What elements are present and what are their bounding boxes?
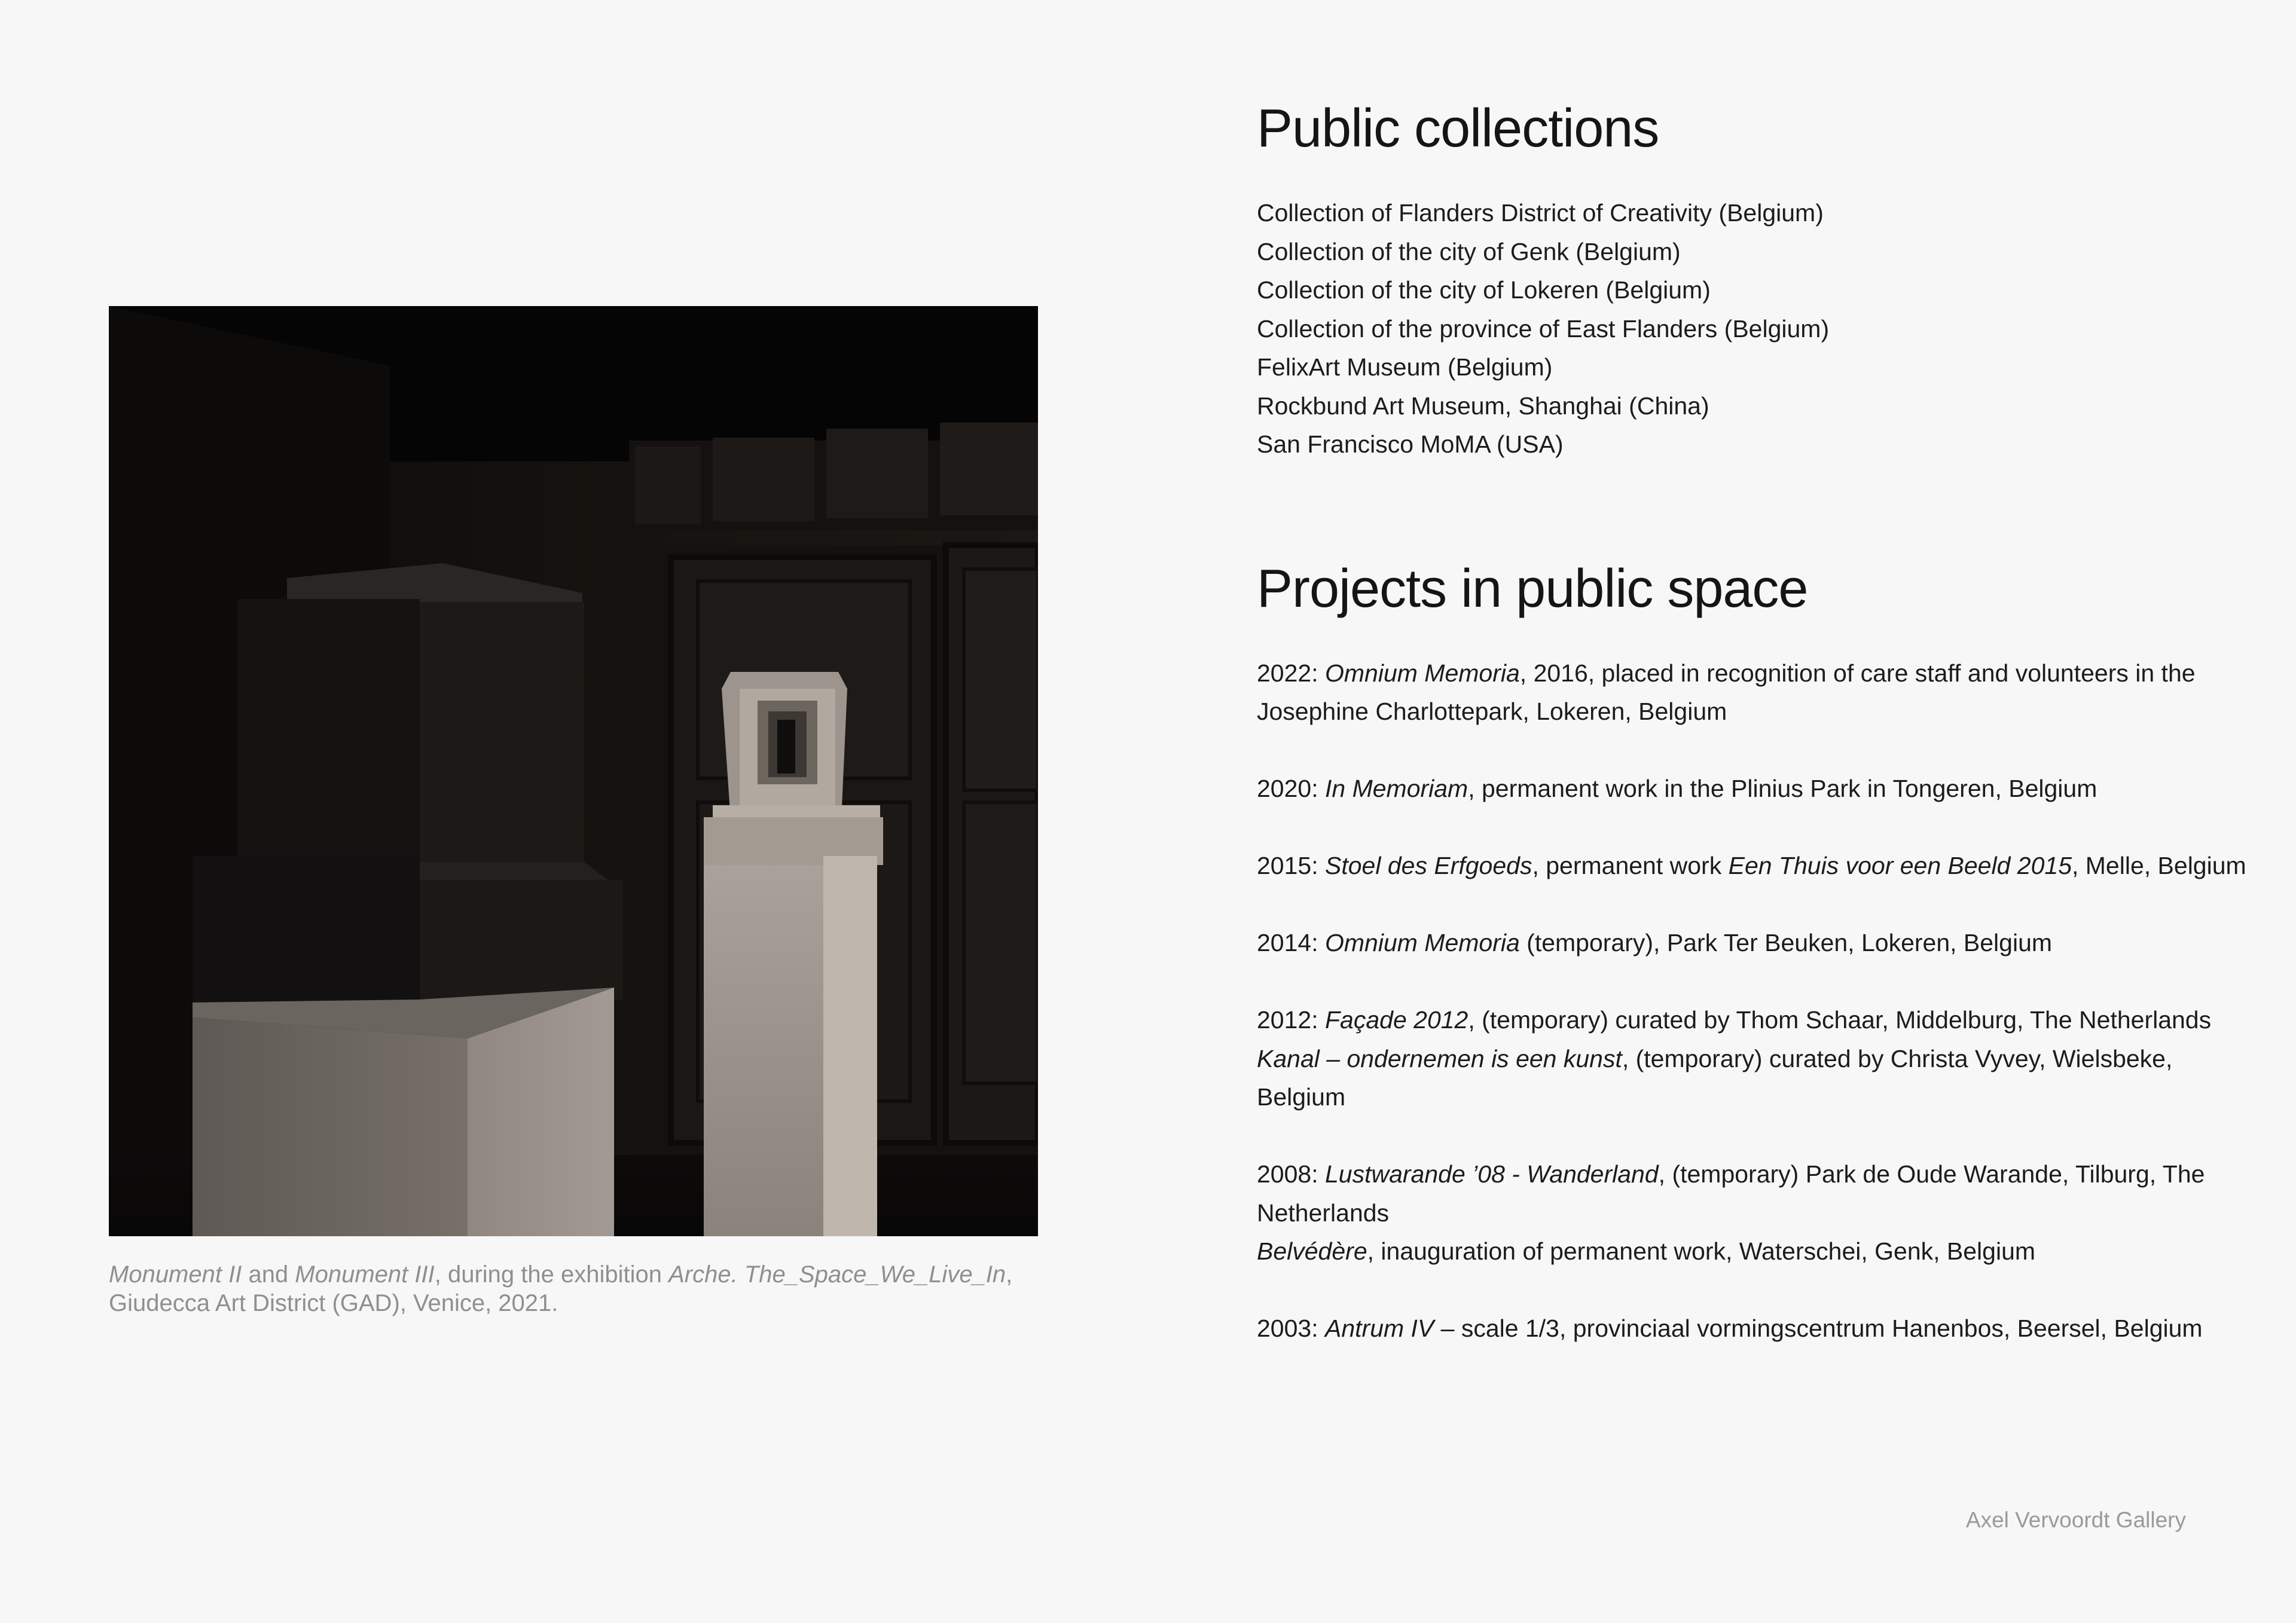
caption-work-1: Monument II	[109, 1261, 242, 1288]
project-2022	[1257, 654, 2261, 731]
caption-venue: Giudecca Art District (GAD), Venice, 2021.	[109, 1290, 558, 1316]
project-work-title-2: Kanal – ondernemen is een kunst	[1257, 1044, 1622, 1072]
project-details: , (temporary) curated by Thom Schaar, Middelburg, The Netherlands	[1468, 1006, 2212, 1034]
caption-work-2: Monument III	[295, 1261, 435, 1288]
caption-and: and	[242, 1261, 295, 1288]
exhibition-photo	[109, 306, 1038, 1236]
project-details: , (temporary) Park de Oude Warande, Tilburg, The Netherlands	[1257, 1160, 2205, 1227]
project-year: 2020:	[1257, 775, 1325, 802]
project-work-title: Antrum IV	[1325, 1315, 1434, 1342]
collection-item: Collection of the city of Genk (Belgium)	[1257, 237, 1681, 265]
sculpture-image	[109, 306, 1038, 1236]
gallery-footer: Axel Vervoordt Gallery	[1965, 1508, 2186, 1532]
project-2012	[1257, 1001, 2261, 1117]
project-details-2: , (temporary) curated by Christa Vyvey, Wielsbeke, Belgium	[1257, 1044, 2173, 1111]
project-work-title: In Memoriam	[1325, 775, 1468, 802]
projects-list	[1257, 654, 2261, 1348]
collection-item: Rockbund Art Museum, Shanghai (China)	[1257, 392, 1709, 420]
collection-item: San Francisco MoMA (USA)	[1257, 430, 1564, 458]
project-year: 2012:	[1257, 1006, 1325, 1034]
public-collections-list	[1257, 194, 2261, 464]
project-work-title: Façade 2012	[1325, 1006, 1468, 1034]
project-work-title: Omnium Memoria	[1325, 659, 1520, 687]
collection-item: Collection of the city of Lokeren (Belgium)	[1257, 276, 1711, 304]
project-work-title: Stoel des Erfgoeds	[1325, 852, 1532, 879]
project-year: 2014:	[1257, 929, 1325, 956]
collection-item: FelixArt Museum (Belgium)	[1257, 353, 1553, 381]
project-year: 2015:	[1257, 852, 1325, 879]
project-details-2: , Melle, Belgium	[2072, 852, 2246, 879]
project-details: , 2016, placed in recognition of care staff and volunteers in the Josephine Charlottepark, Lokeren, Belgium	[1257, 659, 2196, 725]
project-work-title: Omnium Memoria	[1325, 929, 1520, 956]
collection-item: Collection of the province of East Flanders (Belgium)	[1257, 314, 1830, 343]
project-details-2: , inauguration of permanent work, Waterschei, Genk, Belgium	[1367, 1237, 2036, 1265]
caption-during: , during the exhibition	[434, 1261, 669, 1288]
collection-item: Collection of Flanders District of Creativity (Belgium)	[1257, 199, 1824, 227]
caption-comma: ,	[1006, 1261, 1013, 1288]
project-work-title: Lustwarande ’08 - Wanderland	[1325, 1160, 1659, 1188]
project-2020	[1257, 769, 2261, 808]
project-2003	[1257, 1309, 2261, 1348]
project-details: , permanent work in the Plinius Park in Tongeren, Belgium	[1468, 775, 2097, 802]
project-work-title-2: Belvédère	[1257, 1237, 1367, 1265]
project-year: 2022:	[1257, 659, 1325, 687]
project-2008	[1257, 1155, 2261, 1271]
project-year: 2003:	[1257, 1315, 1325, 1342]
project-details: – scale 1/3, provinciaal vormingscentrum Hanenbos, Beersel, Belgium	[1434, 1315, 2203, 1342]
project-work-title-2: Een Thuis voor een Beeld 2015	[1728, 852, 2072, 879]
caption-exhibition: Arche. The_Space_We_Live_In	[668, 1261, 1006, 1288]
right-column	[1257, 96, 2261, 1386]
photo-caption	[109, 1260, 1054, 1318]
public-collections-title: Public collections	[1257, 99, 1659, 158]
project-2015	[1257, 846, 2261, 885]
projects-title: Projects in public space	[1257, 558, 1808, 619]
project-details: (temporary), Park Ter Beuken, Lokeren, Belgium	[1519, 929, 2053, 956]
project-year: 2008:	[1257, 1160, 1325, 1188]
project-details: , permanent work	[1532, 852, 1729, 879]
project-2014	[1257, 924, 2261, 962]
